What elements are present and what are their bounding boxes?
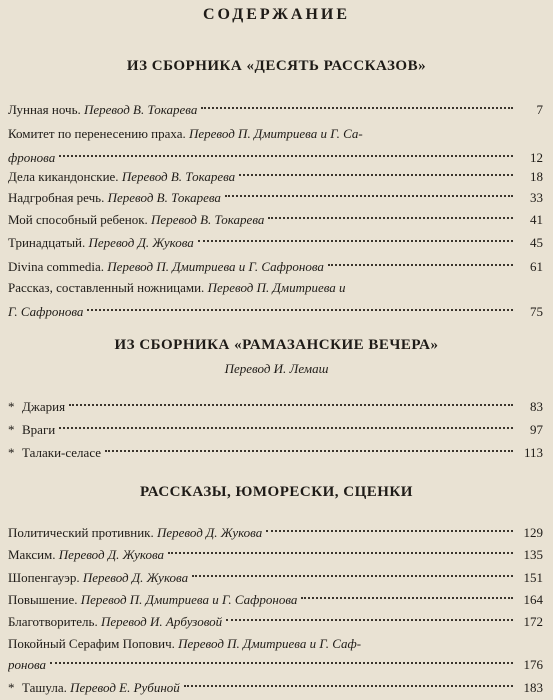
entry-translator: Перевод В. Токарева (151, 212, 265, 227)
dot-leader (87, 309, 513, 311)
page-number: 33 (530, 190, 543, 205)
entry-title: Divina commedia. (8, 259, 105, 274)
entry-title: Политический противник. (8, 525, 154, 540)
dot-leader (168, 552, 513, 554)
entry-translator: Перевод В. Токарева (121, 169, 236, 184)
entry-title: Мой способный ребенок. (8, 212, 148, 227)
dot-leader (59, 155, 513, 157)
page-number: 164 (523, 592, 543, 607)
asterisk-marker: * (8, 445, 15, 460)
page-number: 129 (523, 525, 543, 540)
dot-leader (198, 240, 513, 242)
toc-entry[interactable] (8, 231, 543, 255)
entry-title: Покойный Серафим Попович. (8, 636, 175, 651)
entry-translator: Перевод Д. Жукова (156, 525, 263, 540)
entry-translator: Перевод Д. Жукова (82, 570, 189, 585)
entry-title: Дела кикандонские. (8, 169, 119, 184)
toc-entry[interactable] (8, 676, 543, 700)
page-number: 45 (530, 235, 543, 250)
entry-translator: Перевод П. Дмитриева и Г. Сафронова (80, 592, 298, 607)
page-number: 61 (530, 259, 543, 274)
entry-translator-line1: Перевод П. Дмитриева и Г. Саф- (178, 636, 362, 651)
dot-leader (301, 597, 513, 599)
entry-title: Лунная ночь. (8, 102, 81, 117)
dot-leader (225, 195, 513, 197)
page-number: 176 (523, 657, 543, 672)
entry-title: Враги (22, 422, 56, 437)
entry-title: Джария (22, 399, 66, 414)
entry-title: Тринадцатый. (8, 235, 86, 250)
section-heading: ИЗ СБОРНИКА «ДЕСЯТЬ РАССКАЗОВ» (126, 58, 427, 74)
toc-entry[interactable] (8, 418, 543, 442)
entry-translator-line1: Перевод П. Дмитриева и Г. Са- (189, 126, 363, 141)
toc-entry[interactable] (8, 276, 543, 324)
entry-translator: Перевод Д. Жукова (88, 235, 194, 250)
entry-title: Максим. (8, 547, 56, 562)
section-subheading: Перевод И. Лемаш (224, 361, 329, 376)
entry-translator: Перевод П. Дмитриева и Г. Сафронова (107, 259, 324, 274)
entry-translator: Перевод В. Токарева (84, 102, 198, 117)
toc-entry[interactable] (8, 543, 543, 567)
entry-translator: Перевод И. Арбузовой (100, 614, 223, 629)
toc-entry[interactable] (8, 610, 543, 634)
toc-entry[interactable] (8, 186, 543, 210)
page-number: 183 (523, 680, 543, 695)
page-number: 151 (523, 570, 543, 585)
page-number: 12 (530, 150, 543, 165)
entry-title: Повышение. (8, 592, 78, 607)
entry-translator: Перевод Д. Жукова (58, 547, 165, 562)
toc-entry[interactable] (8, 521, 543, 545)
dot-leader (59, 427, 513, 429)
page-number: 135 (523, 547, 543, 562)
dot-leader (50, 662, 513, 664)
page-number: 172 (523, 614, 543, 629)
entry-title: Шопенгауэр. (8, 570, 80, 585)
toc-entry[interactable] (8, 395, 543, 419)
entry-title: Талаки-селасе (22, 445, 102, 460)
toc-entry[interactable] (8, 441, 543, 465)
dot-leader (192, 575, 513, 577)
toc-entry[interactable] (8, 98, 543, 122)
dot-leader (328, 264, 513, 266)
dot-leader (266, 530, 513, 532)
page-number: 18 (530, 169, 543, 184)
entry-translator-line2: ронова (8, 657, 47, 672)
entry-translator-line2: фронова (8, 150, 56, 165)
dot-leader (105, 450, 513, 452)
entry-translator: Перевод Е. Рубиной (70, 680, 180, 695)
page-title: СОДЕРЖАНИЕ (202, 6, 351, 23)
dot-leader (184, 685, 513, 687)
entry-title: Ташула. (22, 680, 67, 695)
toc-entry[interactable] (8, 122, 543, 170)
entry-translator-line2: Г. Сафронова (8, 304, 84, 319)
entry-title: Рассказ, составленный ножницами. (8, 280, 205, 295)
entry-title: Благотворитель. (8, 614, 98, 629)
entry-title: Надгробная речь. (8, 190, 105, 205)
dot-leader (201, 107, 513, 109)
dot-leader (69, 404, 513, 406)
entry-translator-line1: Перевод П. Дмитриева и (207, 280, 346, 295)
toc-entry[interactable] (8, 566, 543, 590)
asterisk-marker: * (8, 680, 15, 695)
section-heading: ИЗ СБОРНИКА «РАМАЗАНСКИЕ ВЕЧЕРА» (114, 337, 439, 353)
toc-entry[interactable] (8, 208, 543, 232)
dot-leader (268, 217, 513, 219)
toc-entry[interactable] (8, 588, 543, 612)
page-number: 41 (530, 212, 543, 227)
entry-translator: Перевод В. Токарева (107, 190, 221, 205)
entry-title: Комитет по перенесению праха. (8, 126, 186, 141)
page-number: 113 (523, 445, 543, 460)
toc-entry[interactable] (8, 632, 543, 677)
page-number: 75 (530, 304, 543, 319)
page-number: 7 (536, 102, 543, 117)
page-number: 97 (530, 422, 543, 437)
section-heading: РАССКАЗЫ, ЮМОРЕСКИ, СЦЕНКИ (140, 484, 413, 500)
page-number: 83 (530, 399, 543, 414)
dot-leader (226, 619, 513, 621)
asterisk-marker: * (8, 422, 15, 437)
asterisk-marker: * (8, 399, 15, 414)
dot-leader (239, 174, 513, 176)
